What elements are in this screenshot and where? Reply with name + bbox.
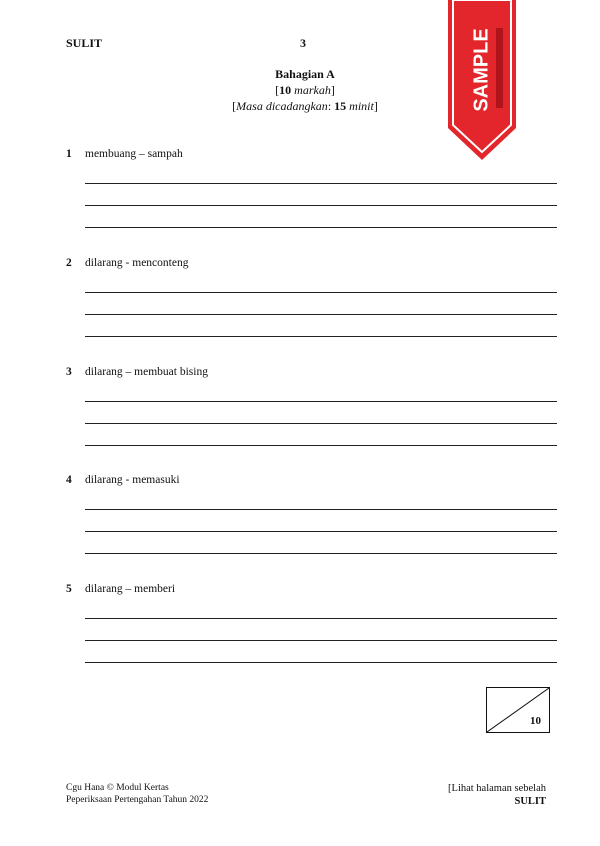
question-number: 5 (66, 583, 72, 595)
question-prompt: dilarang - memasuki (85, 474, 180, 486)
footer-exam-line: Peperiksaan Pertengahan Tahun 2022 (66, 795, 209, 805)
section-title: Bahagian A (275, 67, 335, 81)
question-5 (66, 583, 557, 599)
question-number: 4 (66, 474, 72, 486)
answer-line[interactable] (85, 423, 557, 424)
answer-line[interactable] (85, 183, 557, 184)
answer-line[interactable] (85, 292, 557, 293)
footer-next-page (448, 782, 546, 808)
section-time: [Masa dicadangkan: 15 minit] (232, 99, 378, 113)
header-sulit-label: SULIT (66, 36, 103, 50)
section-heading (200, 66, 410, 114)
question-number: 2 (66, 257, 72, 269)
answer-line[interactable] (85, 205, 557, 206)
footer-credit (66, 782, 208, 806)
answer-line[interactable] (85, 618, 557, 619)
footer-sulit-label: SULIT (514, 796, 546, 807)
score-box (486, 687, 550, 733)
section-marks: [10 markah] (275, 83, 335, 97)
answer-line[interactable] (85, 553, 557, 554)
answer-line[interactable] (85, 509, 557, 510)
question-4 (66, 474, 557, 490)
answer-line[interactable] (85, 227, 557, 228)
answer-line[interactable] (85, 336, 557, 337)
page-number: 3 (300, 36, 306, 50)
question-3 (66, 366, 557, 382)
sample-text: SAMPLE (470, 28, 493, 112)
question-prompt: dilarang - menconteng (85, 257, 189, 269)
question-prompt: dilarang – membuat bising (85, 366, 208, 378)
score-total: 10 (530, 715, 541, 727)
question-2 (66, 257, 557, 273)
question-number: 1 (66, 148, 72, 160)
footer-next-label: [Lihat halaman sebelah (448, 783, 546, 794)
answer-line[interactable] (85, 314, 557, 315)
answer-line[interactable] (85, 531, 557, 532)
answer-line[interactable] (85, 401, 557, 402)
question-number: 3 (66, 366, 72, 378)
question-prompt: dilarang – memberi (85, 583, 176, 595)
answer-line[interactable] (85, 445, 557, 446)
question-prompt: membuang – sampah (85, 148, 183, 160)
answer-line[interactable] (85, 662, 557, 663)
sample-ribbon-icon (446, 0, 518, 162)
footer-credit-line: Cgu Hana © Modul Kertas (66, 783, 169, 793)
question-1 (66, 148, 557, 164)
answer-line[interactable] (85, 640, 557, 641)
